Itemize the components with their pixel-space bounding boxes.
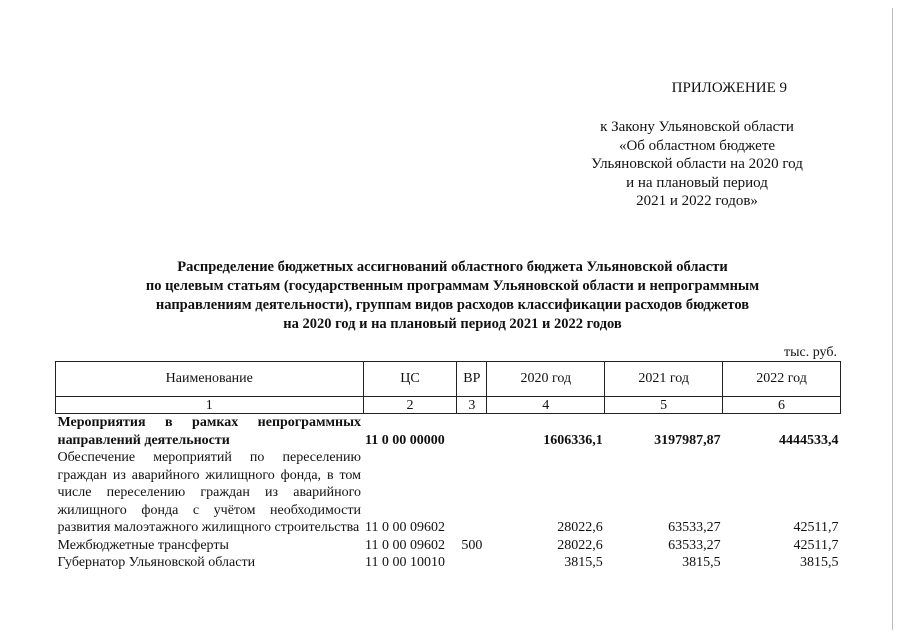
row-cs: 11 0 00 10010: [365, 555, 445, 570]
table-header-row: [56, 362, 841, 397]
row-vr: 500: [461, 537, 483, 553]
header-cs: ЦС: [363, 362, 457, 397]
budget-table: [55, 361, 841, 572]
row-cs: 11 0 00 09602: [365, 537, 445, 553]
title-line: на 2020 год и на плановый период 2021 и 2022 годов: [283, 316, 622, 332]
table-row: [56, 414, 841, 450]
row-2022: 4444533,4: [779, 432, 839, 448]
column-number: 6: [723, 397, 841, 414]
row-2020: 1606336,1: [543, 432, 603, 448]
law-line: к Закону Ульяновской области: [600, 119, 794, 135]
row-cs: 11 0 00 00000: [365, 432, 445, 448]
header-2020: 2020 год: [487, 362, 605, 397]
units-label: тыс. руб.: [784, 345, 837, 360]
row-name: Губернатор Ульяновской области: [57, 555, 256, 570]
title-line: направлениям деятельности), группам видов расходов классификации расходов бюджетов: [155, 297, 750, 313]
law-line: «Об областном бюджете: [618, 137, 776, 154]
table-row: [56, 449, 841, 537]
law-line: и на плановый период: [626, 174, 768, 191]
row-2020: 3815,5: [564, 555, 603, 570]
row-2022: 42511,7: [793, 520, 839, 535]
row-name: Обеспечение мероприятий по переселению граждан из аварийного жилищного фонда, в том числе переселению граждан из аварийного жилищного фонда с учётом необходимости развития малоэтажного жилищного строительства: [57, 450, 362, 535]
row-vr: [457, 554, 487, 572]
row-name: Межбюджетные трансферты: [57, 537, 229, 553]
row-vr: [457, 414, 487, 450]
document-title: [0, 258, 905, 334]
row-name: Мероприятия в рамках непрограммных направлений деятельности: [57, 415, 362, 448]
table-row: [56, 554, 841, 572]
row-2022: 3815,5: [800, 555, 839, 570]
row-2021: 63533,27: [668, 520, 721, 535]
row-2021: 3197987,87: [654, 432, 721, 448]
column-number-row: [56, 397, 841, 414]
column-number: 4: [487, 397, 605, 414]
header-name: Наименование: [56, 362, 364, 397]
law-reference: [567, 118, 827, 211]
header-vr: ВР: [457, 362, 487, 397]
row-2020: 28022,6: [557, 520, 603, 535]
title-line: Распределение бюджетных ассигнований областного бюджета Ульяновской области: [177, 259, 728, 275]
row-2021: 3815,5: [682, 555, 721, 570]
row-2020: 28022,6: [557, 537, 603, 553]
row-2021: 63533,27: [668, 537, 721, 553]
appendix-heading: ПРИЛОЖЕНИЕ 9: [671, 80, 787, 96]
header-2022: 2022 год: [723, 362, 841, 397]
table-row: [56, 537, 841, 555]
column-number: 2: [363, 397, 457, 414]
law-line: Ульяновской области на 2020 год: [591, 156, 803, 172]
title-line: по целевым статьям (государственным программам Ульяновской области и непрограммным: [145, 278, 760, 294]
column-number: 3: [457, 397, 487, 414]
law-line: 2021 и 2022 годов»: [636, 193, 758, 209]
row-cs: 11 0 00 09602: [365, 520, 445, 535]
column-number: 5: [605, 397, 723, 414]
header-2021: 2021 год: [605, 362, 723, 397]
row-vr: [457, 449, 487, 537]
column-number: 1: [56, 397, 364, 414]
row-2022: 42511,7: [793, 537, 839, 553]
